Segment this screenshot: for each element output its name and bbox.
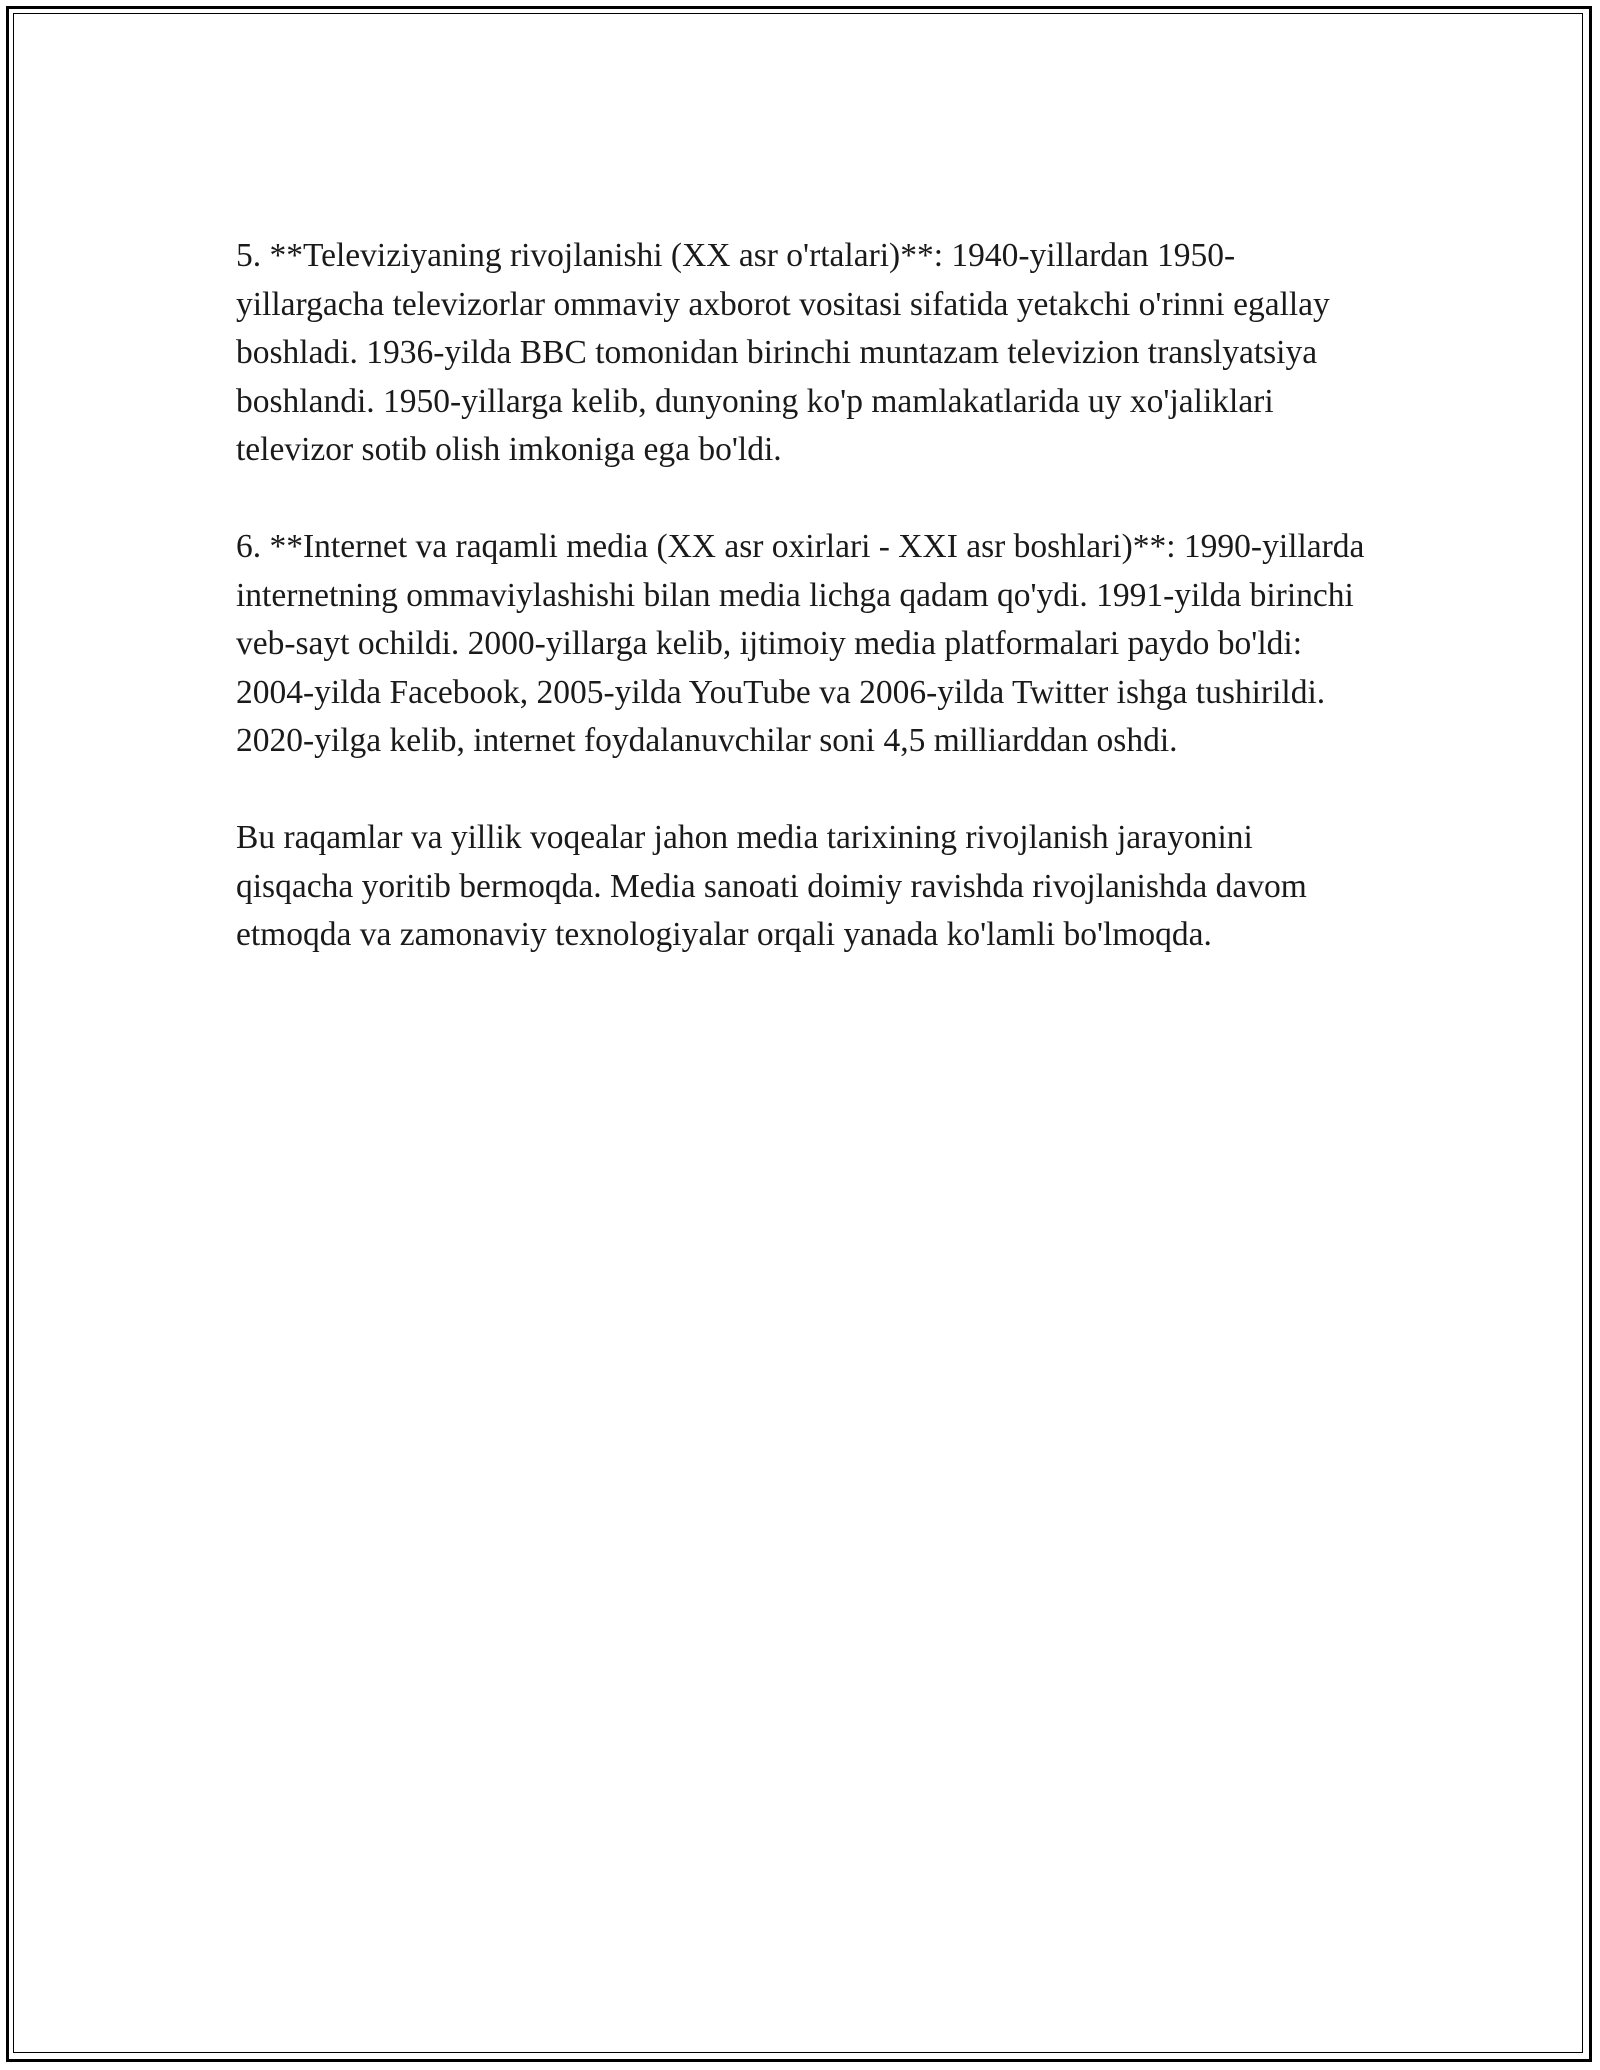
paragraph-internet: 6. **Internet va raqamli media (XX asr oxirlari - XXI asr boshlari)**: 1990-yillarda internetning ommaviylashishi bilan media lichga qadam qo'ydi. 1991-yilda birinchi veb-sayt ochildi. 2000-yillarga kelib, ijtimoiy media platformalari paydo bo'ldi: 2004-yilda Facebook, 2005-yilda YouTube va 2006-yilda Twitter ishga tushirildi. 2020-yilga kelib, internet foydalanuvchilar soni 4,5 milliarddan oshdi. bbox=[236, 528, 1365, 759]
paragraph-conclusion: Bu raqamlar va yillik voqealar jahon media tarixining rivojlanish jarayonini qisqacha yoritib bermoqda. Media sanoati doimiy ravishda rivojlanishda davom etmoqda va zamonaviy texnologiyalar orqali yanada ko'lamli bo'lmoqda. bbox=[236, 819, 1307, 953]
paragraph-television: 5. **Televiziyaning rivojlanishi (XX asr o'rtalari)**: 1940-yillardan 1950-yillargacha televizorlar ommaviy axborot vositasi sifatida yetakchi o'rinni egallay boshladi. 1936-yilda BBC tomonidan birinchi muntazam televizion translyatsiya boshlandi. 1950-yillarga kelib, dunyoning ko'p mamlakatlarida uy xo'jaliklari televizor sotib olish imkoniga ega bo'ldi. bbox=[236, 237, 1330, 468]
document-body bbox=[236, 232, 1366, 1008]
